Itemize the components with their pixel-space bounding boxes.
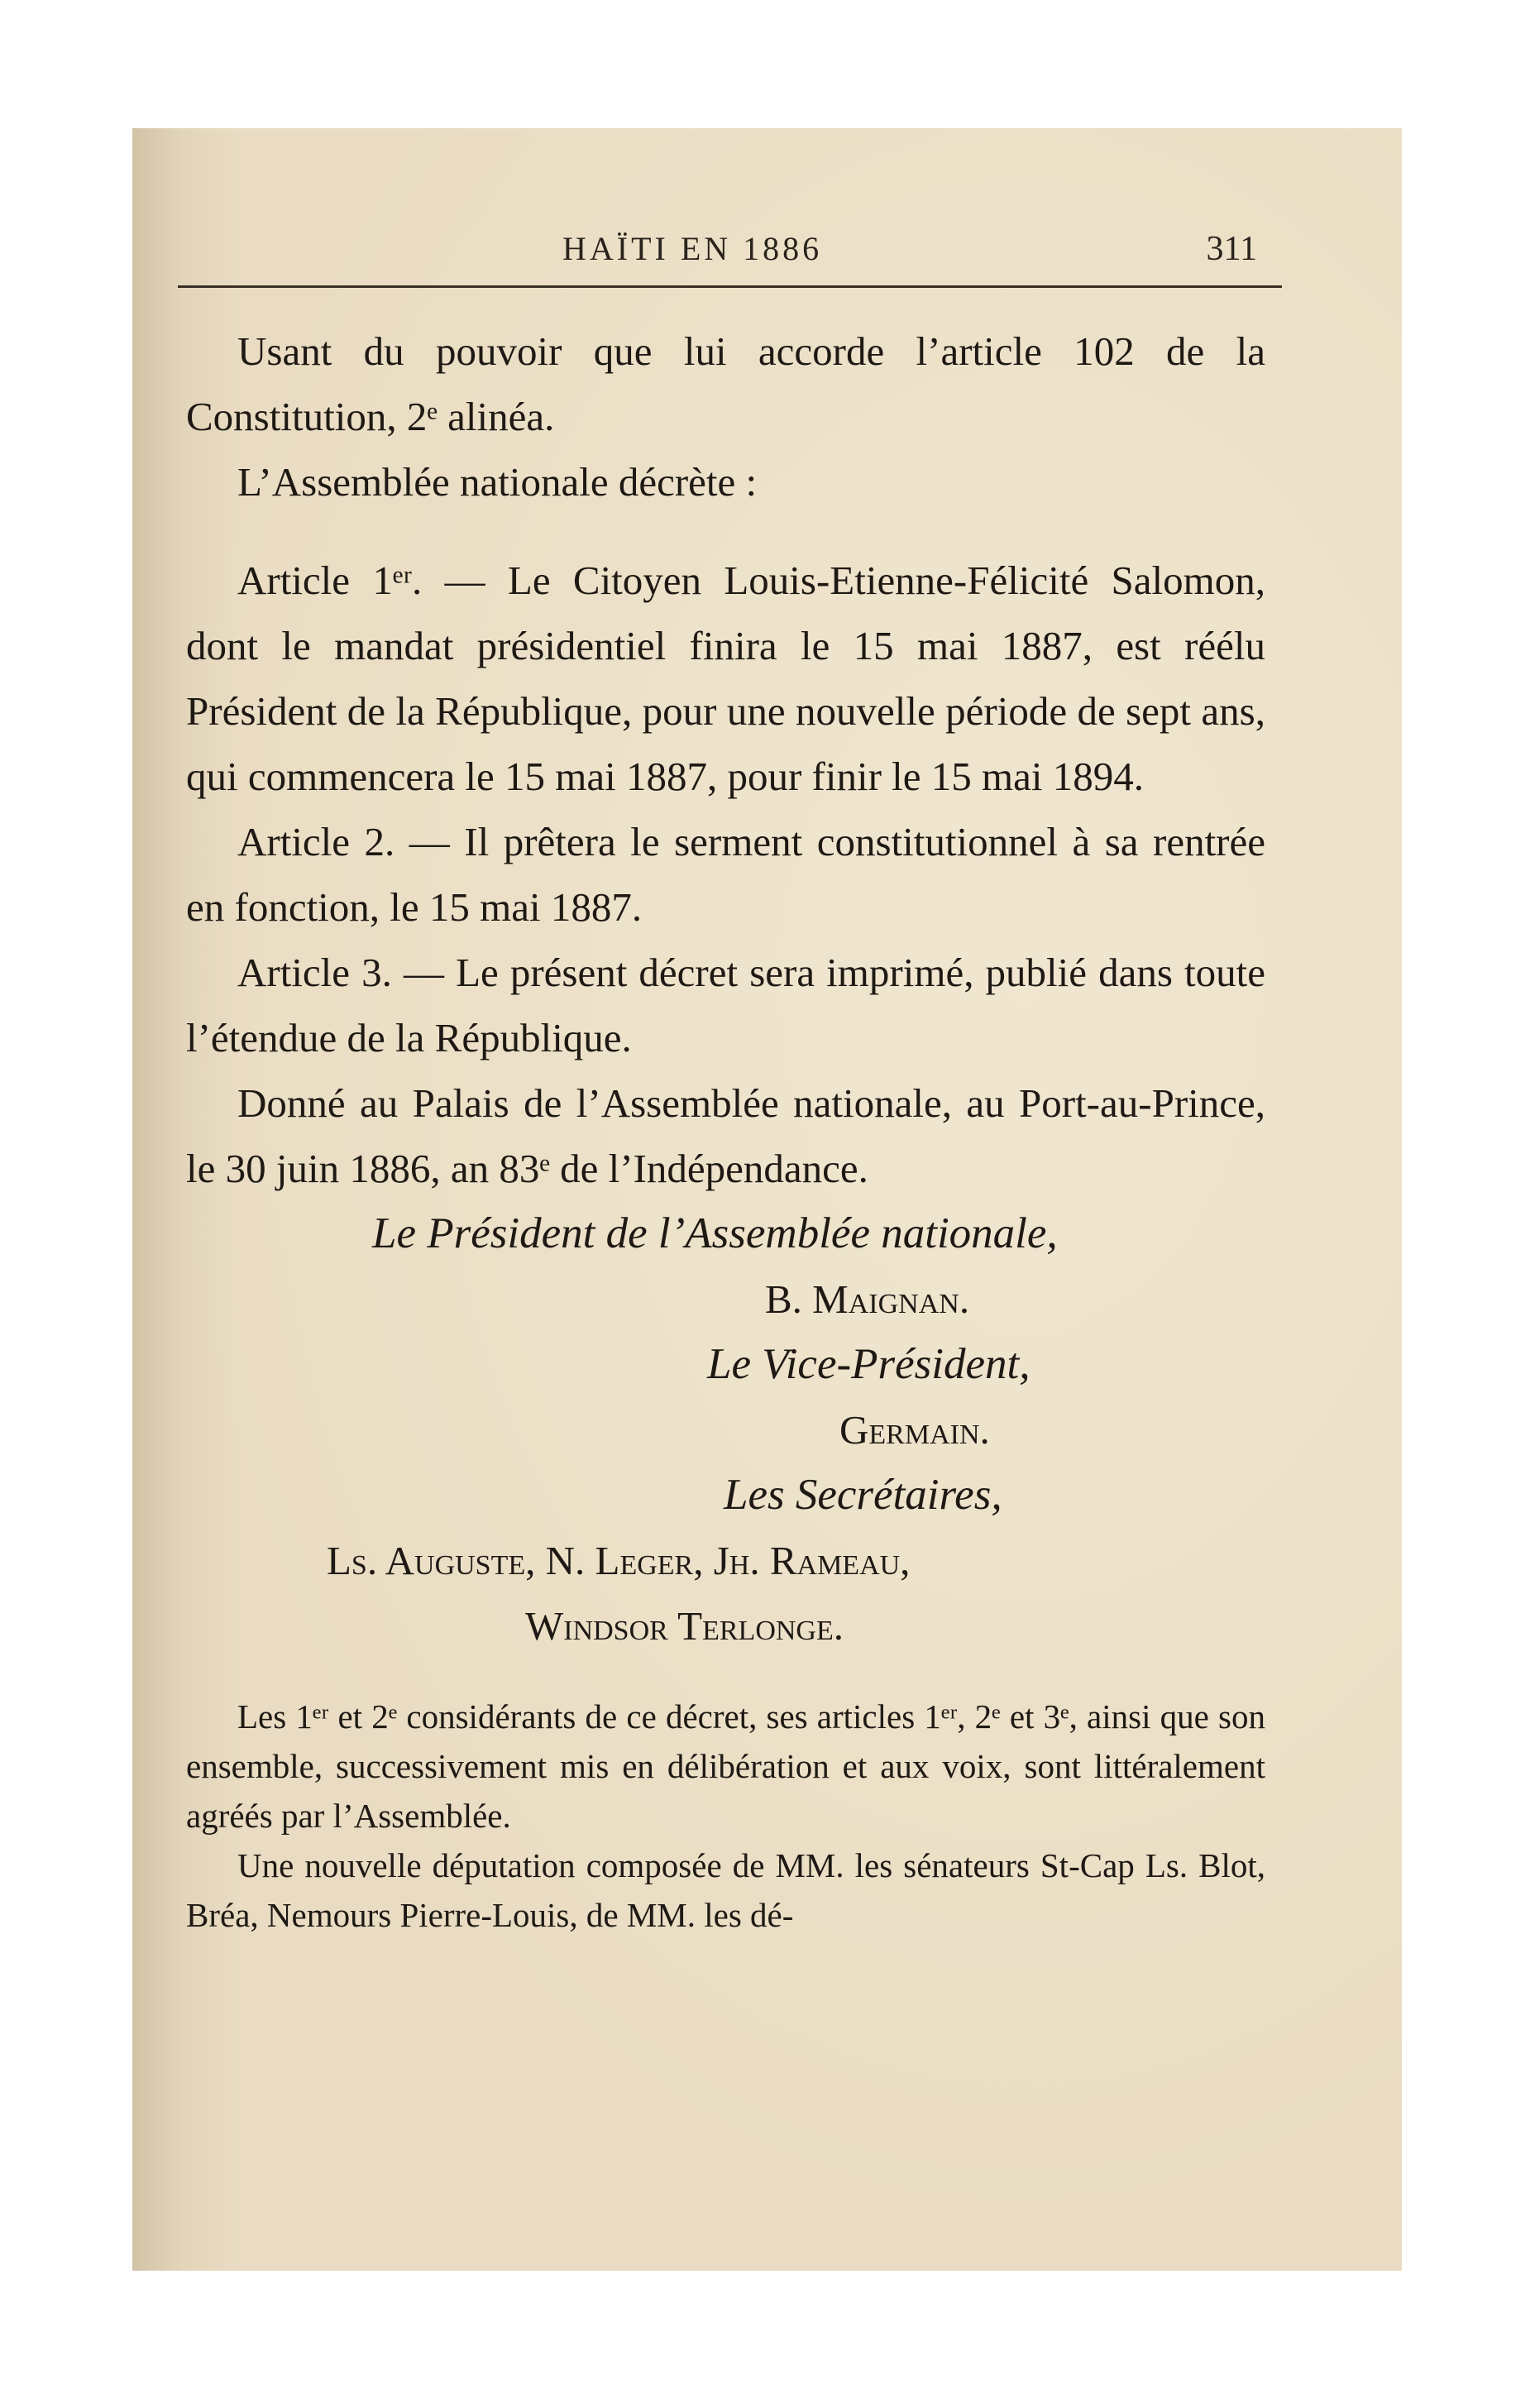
book-page bbox=[132, 128, 1402, 2271]
page-text bbox=[186, 318, 1265, 1940]
paragraph-decree-intro: L’Assemblée nationale décrète : bbox=[237, 459, 758, 505]
vice-name-line bbox=[186, 1397, 1265, 1463]
paragraph-preamble: Usant du pouvoir que lui accorde l’article 102 de la Constitution, 2ᵉ alinéa. bbox=[186, 328, 1265, 439]
header-rule bbox=[178, 285, 1282, 288]
president-title: Le Président de l’Assemblée nationale, bbox=[372, 1209, 1058, 1257]
page-number: 311 bbox=[1206, 230, 1257, 268]
spacer bbox=[186, 1659, 1265, 1692]
president-name: B. Maignan. bbox=[765, 1276, 970, 1322]
paragraph-deputation: Une nouvelle députation composée de MM. les sénateurs St-Cap Ls. Blot, Bréa, Nemours Pierre-Louis, de MM. les dé- bbox=[186, 1846, 1265, 1934]
paragraph-considerations: Les 1ᵉʳ et 2ᵉ considérants de ce décret, ses articles 1ᵉʳ, 2ᵉ et 3ᵉ, ainsi que son ensemble, successivement mis en délibération et aux voix, sont littéralement agréés par l’Assemblée. bbox=[186, 1697, 1265, 1835]
paragraph-given-at: Donné au Palais de l’Assemblée nationale, au Port-au-Prince, le 30 juin 1886, an 83ᵉ de l’Indépendance. bbox=[186, 1080, 1265, 1191]
secretaries-names-2: Windsor Terlonge. bbox=[525, 1603, 844, 1649]
secretaries-names-1: Ls. Auguste, N. Leger, Jh. Rameau, bbox=[327, 1538, 911, 1583]
paragraph-article-2: Article 2. — Il prêtera le serment constitutionnel à sa rentrée en fonction, le 15 mai 1887. bbox=[186, 819, 1265, 930]
running-title: HAÏTI EN 1886 bbox=[562, 230, 823, 267]
secretaries-title-line bbox=[186, 1463, 1265, 1528]
secretaries-title: Les Secrétaires, bbox=[724, 1471, 1002, 1519]
secretaries-names-line-2 bbox=[186, 1593, 1265, 1659]
paragraph-article-1: Article 1ᵉʳ. — Le Citoyen Louis-Etienne-Félicité Salomon, dont le mandat présidentiel finira le 15 mai 1887, est réélu Président de la République, pour une nouvelle période de sept ans, qui commencera le 15 mai 1887, pour finir le 15 mai 1894. bbox=[186, 558, 1265, 799]
vice-title-line bbox=[186, 1332, 1265, 1397]
spacer bbox=[186, 515, 1265, 548]
president-name-line bbox=[186, 1266, 1265, 1332]
paragraph-article-3: Article 3. — Le présent décret sera imprimé, publié dans toute l’étendue de la République. bbox=[186, 950, 1265, 1060]
president-title-line bbox=[186, 1201, 1265, 1266]
running-head bbox=[132, 229, 1402, 279]
vice-president-title: Le Vice-Président, bbox=[707, 1340, 1031, 1388]
secretaries-names-line-1 bbox=[186, 1528, 1265, 1593]
vice-president-name: Germain. bbox=[839, 1407, 990, 1453]
